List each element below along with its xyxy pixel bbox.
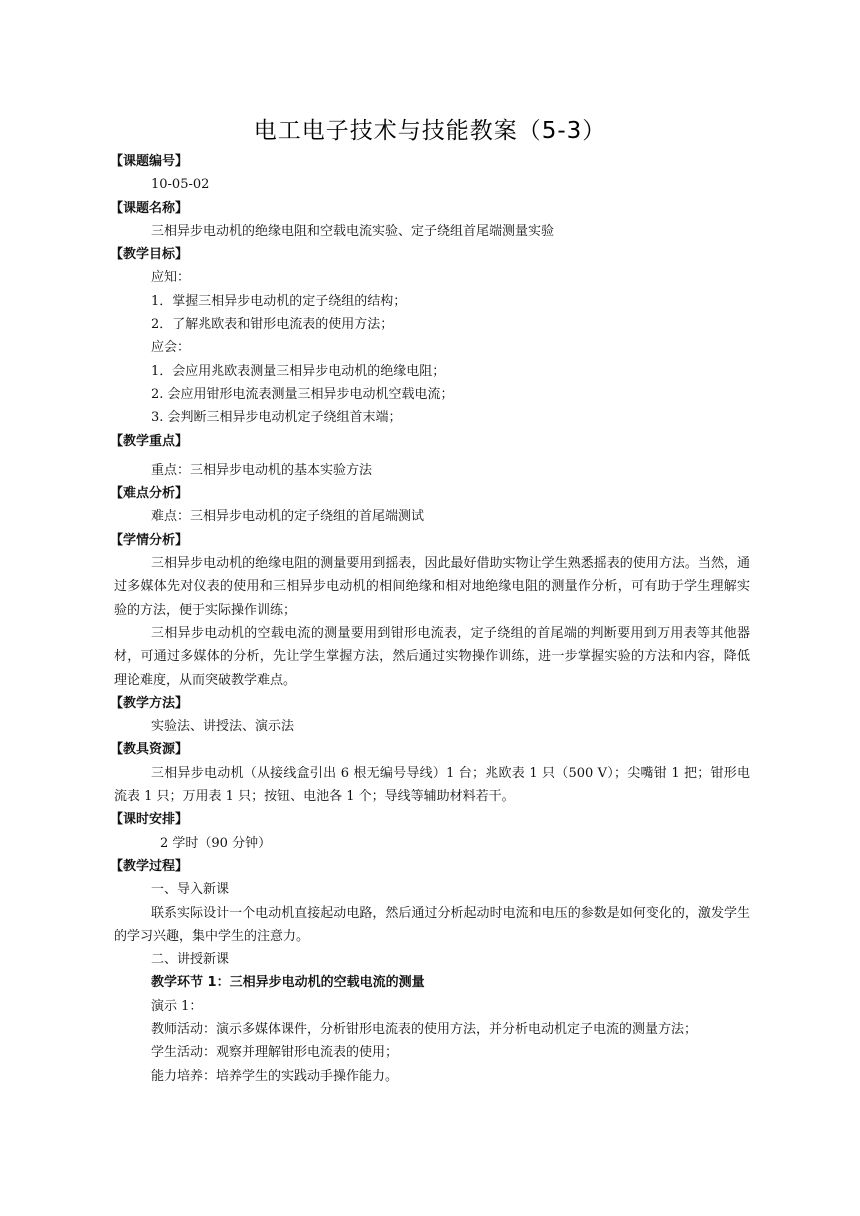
section-heading-resources: 【教具资源】 bbox=[110, 742, 189, 758]
section-heading-difficulty: 【难点分析】 bbox=[110, 486, 189, 502]
section-heading-goals: 【教学目标】 bbox=[110, 247, 189, 263]
ability-training: 能力培养：培养学生的实践动手操作能力。 bbox=[151, 1068, 399, 1084]
page-title: 电工电子技术与技能教案（5-3） bbox=[253, 118, 607, 144]
goals-can-item: 3. 会判断三相异步电动机定子绕组首末端； bbox=[151, 410, 402, 426]
goals-can-label: 应会： bbox=[151, 340, 191, 356]
section-heading-method: 【教学方法】 bbox=[110, 695, 189, 711]
process-step-1-text: 联系实际设计一个电动机直接起动电路，然后通过分析起动时电流和电压的参数是如何变化的，激发学生的学习兴趣，集中学生的注意力。 bbox=[114, 905, 750, 944]
goals-can-item: 2. 会应用钳形电流表测量三相异步电动机空载电流； bbox=[151, 386, 454, 402]
demo-label: 演示 1： bbox=[151, 998, 203, 1014]
analysis-paragraph: 三相异步电动机的绝缘电阻的测量要用到摇表，因此最好借助实物让学生熟悉摇表的使用方法。当然，通过多媒体先对仪表的使用和三相异步电动机的相间绝缘和相对地绝缘电阻的测量作分析，可有助于学生理解实验的方法，便于实际操作训练； bbox=[114, 556, 750, 618]
student-activity: 学生活动：观察并理解钳形电流表的使用； bbox=[151, 1045, 399, 1061]
document-body bbox=[110, 150, 750, 1088]
section-heading-hours: 【课时安排】 bbox=[110, 812, 189, 828]
section-heading-name: 【课题名称】 bbox=[110, 200, 189, 216]
section-heading-focus: 【教学重点】 bbox=[110, 433, 189, 449]
teacher-activity: 教师活动：演示多媒体课件，分析钳形电流表的使用方法，并分析电动机定子电流的测量方法； bbox=[151, 1021, 698, 1037]
goals-know-item: 2．了解兆欧表和钳形电流表的使用方法； bbox=[151, 317, 394, 333]
section-heading-analysis: 【学情分析】 bbox=[110, 532, 189, 548]
method-text: 实验法、讲授法、演示法 bbox=[151, 719, 295, 735]
course-code: 10-05-02 bbox=[151, 177, 210, 193]
section-heading-process: 【教学过程】 bbox=[110, 858, 189, 874]
course-name: 三相异步电动机的绝缘电阻和空载电流实验、定子绕组首尾端测量实验 bbox=[151, 223, 555, 239]
goals-know-label: 应知： bbox=[151, 270, 191, 286]
resources-text: 三相异步电动机（从接线盒引出 6 根无编号导线）1 台；兆欧表 1 只（500 V）；尖嘴钳 1 把；钳形电流表 1 只；万用表 1 只；按钮、电池各 1 个；导线等辅助材料若干。 bbox=[114, 765, 750, 805]
section-heading-code: 【课题编号】 bbox=[110, 154, 189, 169]
hours-text: 2 学时（90 分钟） bbox=[160, 835, 272, 851]
teaching-link-1: 教学环节 1：三相异步电动机的空载电流的测量 bbox=[151, 975, 425, 991]
process-step-2: 二、讲授新课 bbox=[151, 952, 230, 968]
goals-know-item: 1．掌握三相异步电动机的定子绕组的结构； bbox=[151, 293, 407, 309]
analysis-paragraph: 三相异步电动机的空载电流的测量要用到钳形电流表，定子绕组的首尾端的判断要用到万用表等其他器材，可通过多媒体的分析，先让学生掌握方法，然后通过实物操作训练，进一步掌握实验的方法和内容，降低理论难度，从而突破教学难点。 bbox=[114, 625, 750, 688]
difficulty-text: 难点：三相异步电动机的定子绕组的首尾端测试 bbox=[151, 509, 425, 525]
focus-text: 重点：三相异步电动机的基本实验方法 bbox=[151, 462, 373, 478]
process-step-1: 一、导入新课 bbox=[151, 882, 230, 898]
goals-can-item: 1．会应用兆欧表测量三相异步电动机的绝缘电阻； bbox=[151, 363, 446, 379]
